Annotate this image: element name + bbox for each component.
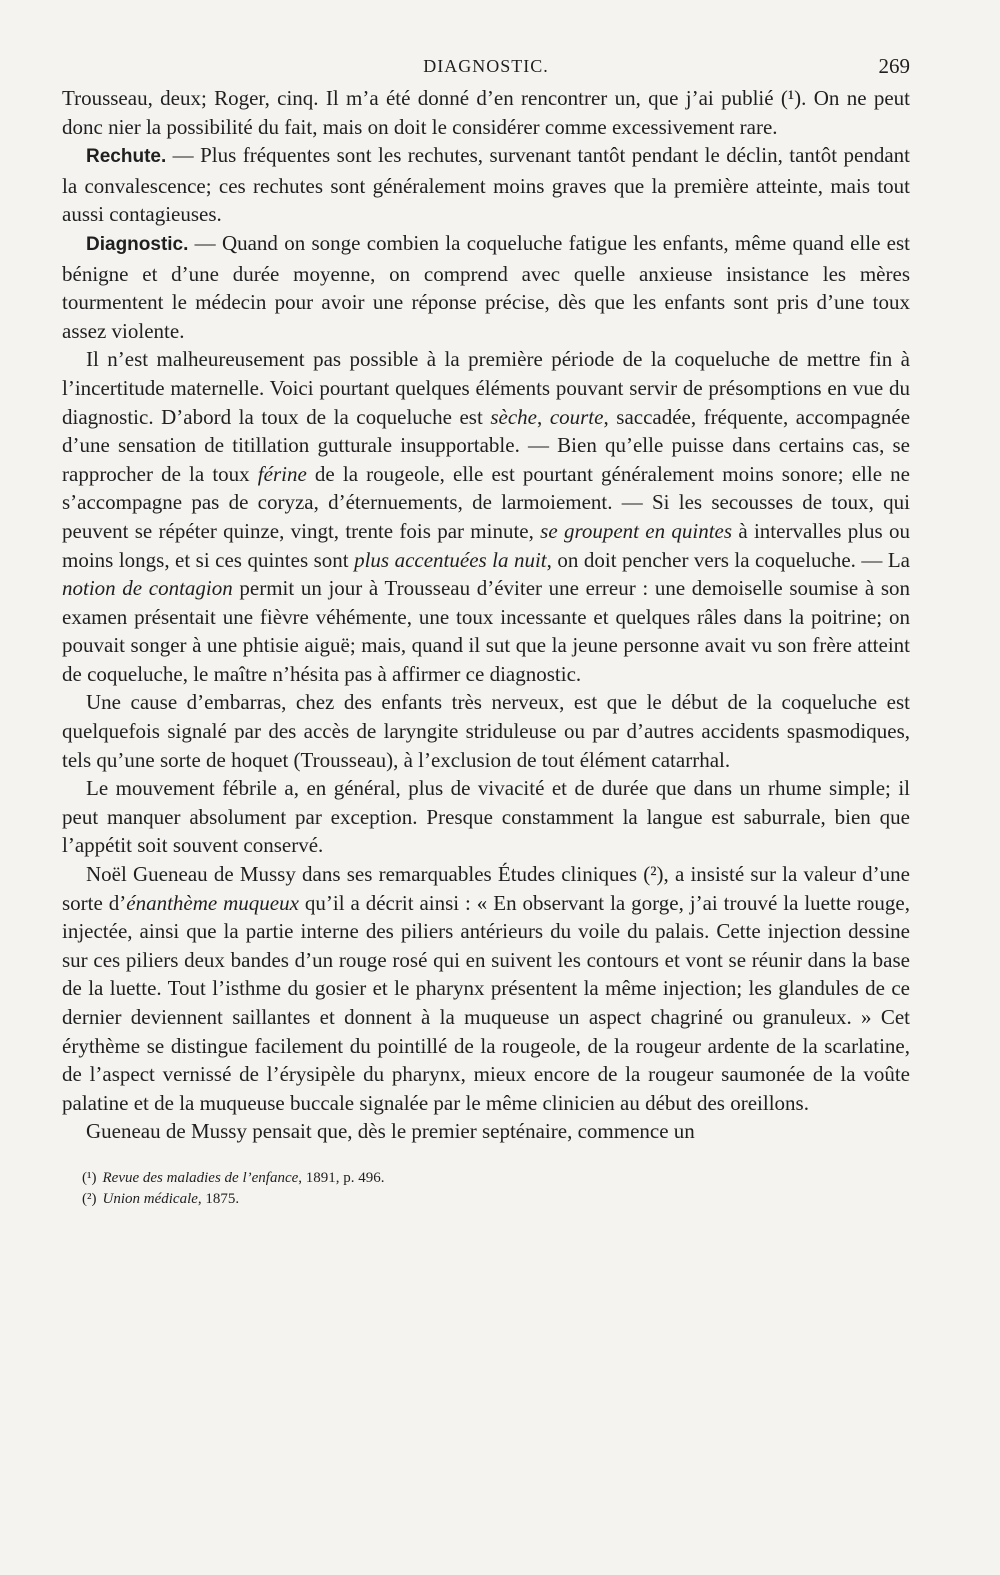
running-title: DIAGNOSTIC. <box>423 56 549 76</box>
italic-term: énanthème muqueux <box>126 890 299 915</box>
running-head <box>62 52 910 84</box>
footnote-rest: , 1891, p. 496. <box>298 1169 385 1186</box>
paragraph <box>62 860 910 1117</box>
paragraph-text: — Plus fréquentes sont les rechutes, survenant tantôt pendant le déclin, tantôt pendant la convalescence; ces rechutes sont généralement moins graves que la première atteinte, mais tout aussi contagieuses. <box>62 143 910 227</box>
footnote <box>82 1168 910 1189</box>
footnote-mark: (¹) <box>82 1169 97 1186</box>
footnote-title: Revue des maladies de l’enfance <box>102 1169 299 1186</box>
text-run: , <box>537 404 550 429</box>
footnote-title: Union médicale <box>102 1190 198 1207</box>
paragraph-diagnostic <box>62 229 910 345</box>
run-in-heading: Diagnostic. <box>86 233 189 255</box>
paragraph-text: — Quand on songe combien la coqueluche fatigue les enfants, même quand elle est bénigne et d’une durée moyenne, on comprend avec quelle anxieuse insistance les mères tourmentent le médecin pour avoir une réponse précise, dès que les enfants sont pris d’une toux assez violente. <box>62 230 910 343</box>
paragraph: Gueneau de Mussy pensait que, dès le premier septénaire, commence un <box>86 1119 695 1144</box>
text-run: qu’il a décrit ainsi : « En observant la gorge, j’ai trouvé la luette rouge, injectée, ainsi que la partie interne des piliers antérieurs du voile du palais. Cette injection dessine sur ces piliers deux bandes d’un rouge rosé qui en suivent les contours et vont se réunir dans la base de la luette. Tout l’isthme du gosier et le pharynx présentent la même injection; les glandules de ce dernier deviennent saillantes et donnent à la muqueuse un aspect chagriné ou granuleux. » Cet érythème se distingue facilement du pointillé de la rougeole, de la rougeur ardente de la scarlatine, de l’aspect vernissé de l’érysipèle du pharynx, mieux encore de la rougeur saumonée de la voûte palatine et de la muqueuse buccale signalée par le même clinicien au début des oreillons. <box>62 890 910 1115</box>
paragraph-rechute <box>62 141 910 229</box>
text-run: Noël Gueneau de Mussy dans ses remarquables Études cliniques (²), a insisté sur la valeur d’une sorte d’ <box>62 862 910 915</box>
paragraph: Trousseau, deux; Roger, cinq. Il m’a été donné d’en rencontrer un, que j’ai publié (¹). On ne peut donc nier la possibilité du fait, mais on doit le considérer comme excessivement rare. <box>62 86 910 139</box>
italic-term: se groupent en quintes <box>540 518 733 543</box>
paragraph: Le mouvement fébrile a, en général, plus de vivacité et de durée que dans un rhume simple; il peut manquer absolument par exception. Presque constamment la langue est saburrale, bien que l’appétit soit souvent conservé. <box>62 776 910 858</box>
page-number: 269 <box>878 54 910 78</box>
italic-term: férine <box>257 461 307 486</box>
text-run: , on doit pencher vers la coqueluche. — La <box>546 547 911 572</box>
paragraph: Une cause d’embarras, chez des enfants très nerveux, est que le début de la coqueluche est quelquefois signalé par des accès de laryngite striduleuse ou par d’autres accidents spasmodiques, tels qu’une sorte de hoquet (Trousseau), à l’exclusion de tout élément catarrhal. <box>62 690 910 772</box>
italic-term: plus accentuées la nuit <box>354 547 547 572</box>
footnote <box>82 1189 910 1210</box>
text-run: à intervalles plus ou moins longs, et si ces quintes sont <box>62 518 911 572</box>
book-page <box>62 52 910 1210</box>
footnote-rest: , 1875. <box>197 1190 240 1207</box>
body-text <box>62 84 910 1146</box>
text-run: de la rougeole, elle est pourtant généralement moins sonore; elle ne s’accompagne pas de coryza, d’éternuements, de larmoiement. — Si les secousses de toux, qui peuvent se répéter quinze, vingt, trente fois par minute, <box>62 461 910 543</box>
italic-term: notion de contagion <box>62 576 233 601</box>
italic-term: sèche <box>490 404 537 429</box>
text-run: permit un jour à Trousseau d’éviter une erreur : une demoiselle soumise à son examen présentait une fièvre véhémente, une toux incessante et quelques râles dans la poitrine; on pouvait songer à une phtisie aiguë; mais, quand il sut que la jeune personne avait vu son frère atteint de coqueluche, le maître n’hésita pas à affirmer ce diagnostic. <box>62 576 910 686</box>
footnote-mark: (²) <box>82 1190 97 1207</box>
run-in-heading: Rechute. <box>86 146 167 168</box>
text-run: Il n’est malheureusement pas possible à la première période de la coqueluche de mettre fin à l’incertitude maternelle. Voici pourtant quelques éléments pouvant servir de présomptions en vue du diagnostic. D’abord la toux de la coqueluche est <box>62 347 910 429</box>
paragraph <box>62 345 910 688</box>
footnotes <box>62 1168 910 1210</box>
text-run: , saccadée, fréquente, accompagnée d’une sensation de titillation gutturale insupportable. — Bien qu’elle puisse dans certains cas, se rapprocher de la toux <box>62 404 911 486</box>
italic-term: courte <box>549 404 604 429</box>
